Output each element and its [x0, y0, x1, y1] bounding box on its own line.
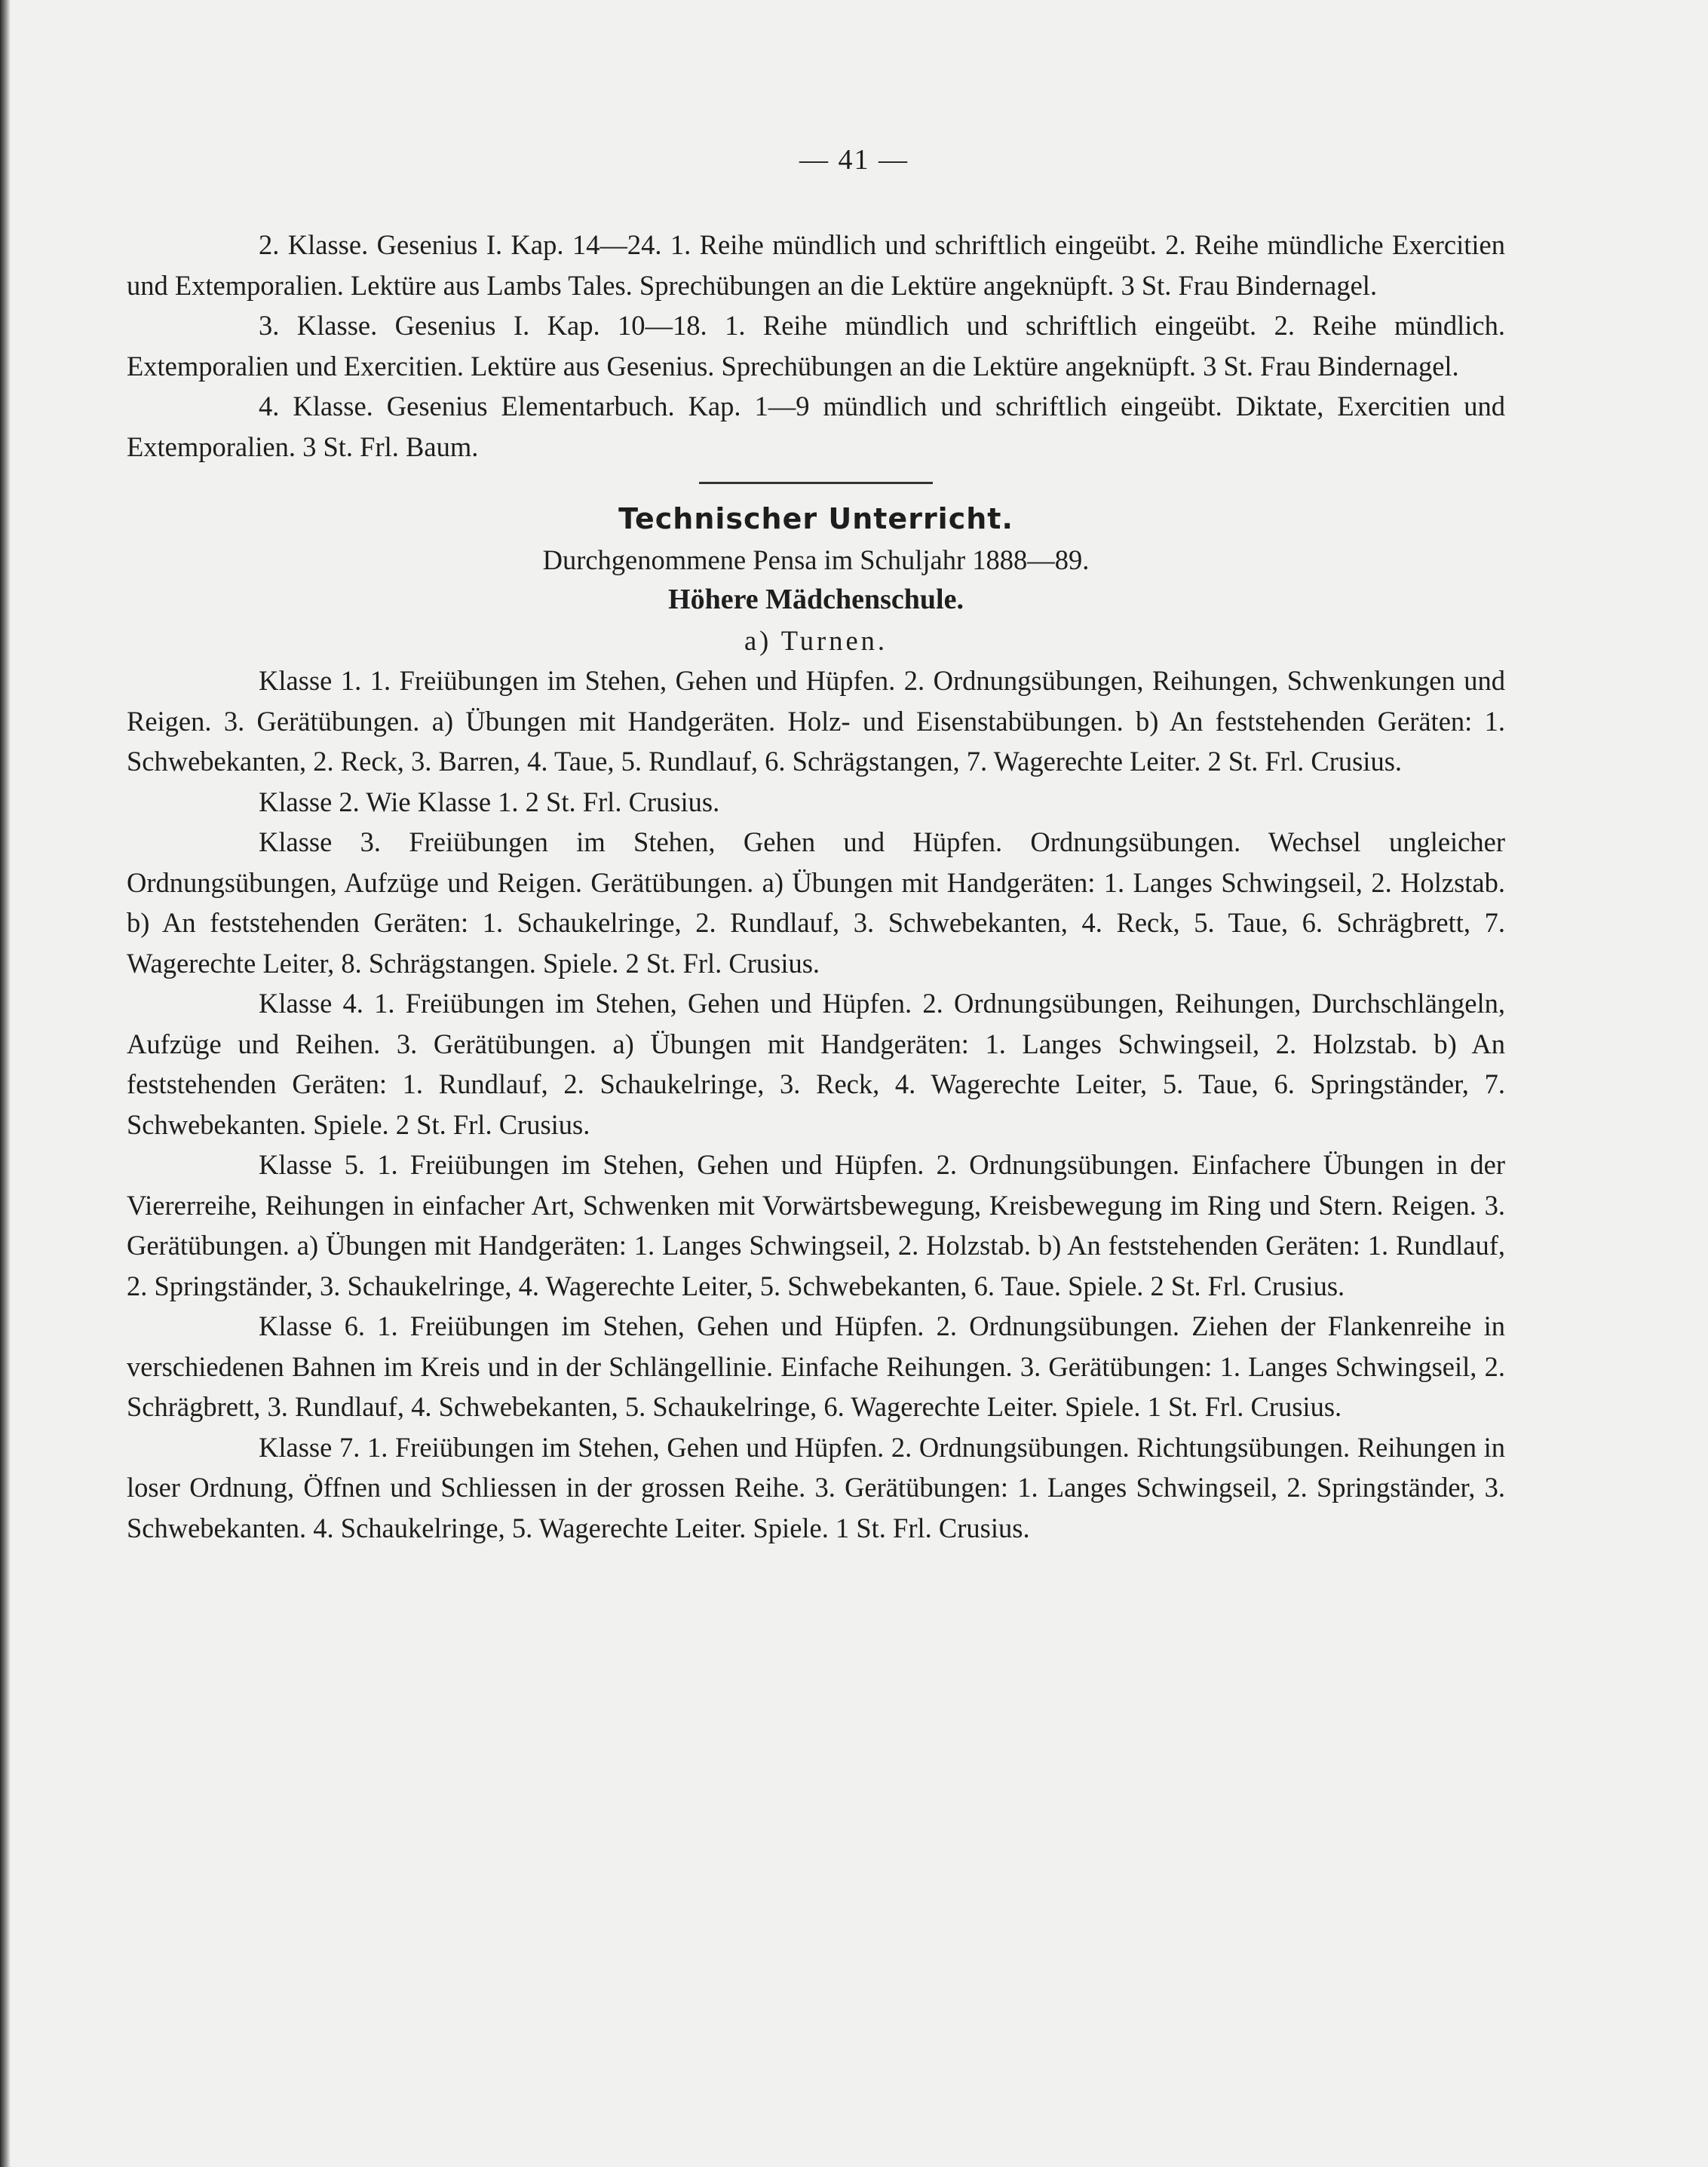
- school-heading: Höhere Mädchenschule.: [668, 584, 964, 615]
- paragraph-turnen-klasse-2: Klasse 2. Wie Klasse 1. 2 St. Frl. Crusius.: [259, 786, 720, 817]
- paragraph-turnen-klasse-6: Klasse 6. 1. Freiübungen im Stehen, Gehen und Hüpfen. 2. Ordnungsübungen. Ziehen der Flankenreihe in verschiedenen Bahnen im Kreis und in der Schlängellinie. Einfache Reihungen. 3. Gerätübungen: 1. Langes Schwingseil, 2. Schrägbrett, 3. Rundlauf, 4. Schwebekanten, 5. Schaukelringe, 6. Wagerechte Leiter. Spiele. 1 St. Frl. Crusius.: [127, 1310, 1505, 1422]
- section-subtitle: Durchgenommene Pensa im Schuljahr 1888—89.: [542, 544, 1090, 575]
- paragraph-english-klasse-4: 4. Klasse. Gesenius Elementarbuch. Kap. 1—9 mündlich und schriftlich eingeübt. Diktate, Exercitien und Extemporalien. 3 St. Frl. Baum.: [127, 391, 1505, 462]
- section-title: Technischer Unterricht.: [618, 502, 1013, 535]
- page-number: — 41 —: [799, 144, 909, 176]
- paragraph-turnen-klasse-3: Klasse 3. Freiübungen im Stehen, Gehen und Hüpfen. Ordnungsübungen. Wechsel ungleicher Ordnungsübungen, Aufzüge und Reigen. Gerätübungen. a) Übungen mit Handgeräten: 1. Langes Schwingseil, 2. Holzstab. b) An feststehenden Geräten: 1. Schaukelringe, 2. Rundlauf, 3. Schwebekanten, 4. Reck, 5. Taue, 6. Schrägbrett, 7. Wagerechte Leiter, 8. Schrägstangen. Spiele. 2 St. Frl. Crusius.: [127, 826, 1505, 979]
- section-divider: [699, 482, 933, 484]
- paragraph-turnen-klasse-5: Klasse 5. 1. Freiübungen im Stehen, Gehen und Hüpfen. 2. Ordnungsübungen. Einfachere Übungen in der Viererreihe, Reihungen in einfacher Art, Schwenken mit Vorwärtsbewegung, Kreisbewegung im Ring und Stern. Reigen. 3. Gerätübungen. a) Übungen mit Handgeräten: 1. Langes Schwingseil, 2. Holzstab. b) An feststehenden Geräten: 1. Rundlauf, 2. Springständer, 3. Schaukelringe, 4. Wagerechte Leiter, 5. Schwebekanten, 6. Taue. Spiele. 2 St. Frl. Crusius.: [127, 1149, 1505, 1301]
- paragraph-turnen-klasse-1: Klasse 1. 1. Freiübungen im Stehen, Gehen und Hüpfen. 2. Ordnungsübungen, Reihungen, Schwenkungen und Reigen. 3. Gerätübungen. a) Übungen mit Handgeräten. Holz- und Eisenstabübungen. b) An feststehenden Geräten: 1. Schwebekanten, 2. Reck, 3. Barren, 4. Taue, 5. Rundlauf, 6. Schrägstangen, 7. Wagerechte Leiter. 2 St. Frl. Crusius.: [127, 665, 1505, 777]
- paragraph-turnen-klasse-4: Klasse 4. 1. Freiübungen im Stehen, Gehen und Hüpfen. 2. Ordnungsübungen, Reihungen, Durchschlängeln, Aufzüge und Reihen. 3. Gerätübungen. a) Übungen mit Handgeräten: 1. Langes Schwingseil, 2. Holzstab. b) An feststehenden Geräten: 1. Rundlauf, 2. Schaukelringe, 3. Reck, 4. Wagerechte Leiter, 5. Taue, 6. Springständer, 7. Schwebekanten. Spiele. 2 St. Frl. Crusius.: [127, 988, 1505, 1140]
- page-body: [127, 225, 1505, 1548]
- paragraph-english-klasse-3: 3. Klasse. Gesenius I. Kap. 10—18. 1. Reihe mündlich und schriftlich eingeübt. 2. Reihe mündlich. Extemporalien und Exercitien. Lektüre aus Gesenius. Sprechübungen an die Lektüre angeknüpft. 3 St. Frau Bindernagel.: [127, 310, 1505, 382]
- paragraph-english-klasse-2: 2. Klasse. Gesenius I. Kap. 14—24. 1. Reihe mündlich und schriftlich eingeübt. 2. Reihe mündliche Exercitien und Extemporalien. Lektüre aus Lambs Tales. Sprechübungen an die Lektüre angeknüpft. 3 St. Frau Bindernagel.: [127, 229, 1505, 301]
- binding-edge: [0, 0, 11, 2167]
- paragraph-turnen-klasse-7: Klasse 7. 1. Freiübungen im Stehen, Gehen und Hüpfen. 2. Ordnungsübungen. Richtungsübungen. Reihungen in loser Ordnung, Öffnen und Schliessen in der grossen Reihe. 3. Gerätübungen: 1. Langes Schwingseil, 2. Springständer, 3. Schwebekanten. 4. Schaukelringe, 5. Wagerechte Leiter. Spiele. 1 St. Frl. Crusius.: [127, 1431, 1505, 1543]
- subject-heading: a) Turnen.: [744, 624, 888, 656]
